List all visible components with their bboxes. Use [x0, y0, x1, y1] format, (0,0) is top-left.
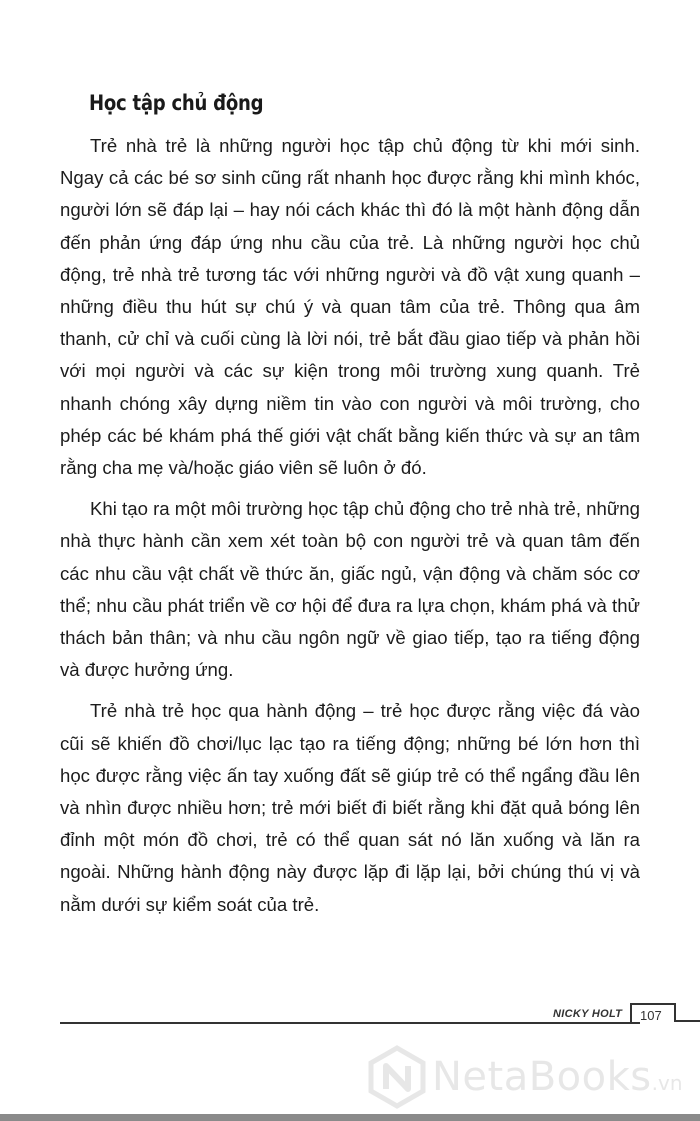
body-text — [60, 130, 640, 921]
footer-author: NICKY HOLT — [553, 1008, 623, 1020]
paragraph-2: Khi tạo ra một môi trường học tập chủ động cho trẻ nhà trẻ, những nhà thực hành cần xem xét toàn bộ con người trẻ và quan tâm đến các nhu cầu vật chất về thức ăn, giấc ngủ, vận động và chăm sóc cơ thể; nhu cầu phát triển về cơ hội để đưa ra lựa chọn, khám phá và thử thách bản thân; và nhu cầu ngôn ngữ về giao tiếp, tạo ra tiếng động và được hưởng ứng. — [60, 498, 640, 681]
watermark-tld: .vn — [651, 1071, 683, 1095]
bottom-edge-bar — [0, 1114, 700, 1121]
paragraph-3: Trẻ nhà trẻ học qua hành động – trẻ học được rằng việc đá vào cũi sẽ khiến đồ chơi/lục lạc tạo ra tiếng động; những bé lớn hơn thì học được rằng việc ấn tay xuống đất sẽ giúp trẻ có thể ngẩng đầu lên và nhìn được nhiều hơn; trẻ mới biết đi biết rằng khi đặt quả bóng lên đỉnh một món đồ chơi, trẻ có thể quan sát nó lăn xuống và lăn ra ngoài. Những hành động này được lặp đi lặp lại, bởi chúng thú vị và nằm dưới sự kiểm soát của trẻ. — [60, 700, 640, 915]
n-hexagon-logo-icon — [366, 1045, 428, 1109]
watermark-text — [432, 1053, 683, 1107]
paragraph-1: Trẻ nhà trẻ là những người học tập chủ động từ khi mới sinh. Ngay cả các bé sơ sinh cũng rất nhanh học được rằng khi mình khóc, người lớn sẽ đáp lại – hay nói cách khác thì đó là một hành động dẫn đến phản ứng đáp ứng nhu cầu của trẻ. Là những người học chủ động, trẻ nhà trẻ tương tác với những người và đồ vật xung quanh – những điều thu hút sự chú ý và quan tâm của trẻ. Thông qua âm thanh, cử chỉ và cuối cùng là lời nói, trẻ bắt đầu giao tiếp và phản hồi với mọi người và các sự kiện trong môi trường xung quanh. Trẻ nhanh chóng xây dựng niềm tin vào con người và môi trường, cho phép các bé khám phá thế giới vật chất bằng kiến thức và sự an tâm rằng cha mẹ và/hoặc giáo viên sẽ luôn ở đó. — [60, 135, 640, 479]
watermark — [366, 1045, 700, 1109]
footer-rule-tail — [676, 1020, 700, 1022]
footer-rule — [60, 1022, 640, 1024]
page-number: 107 — [640, 1008, 662, 1023]
section-heading: Học tập chủ động — [89, 91, 264, 115]
watermark-brand: NetaBooks — [432, 1054, 652, 1100]
